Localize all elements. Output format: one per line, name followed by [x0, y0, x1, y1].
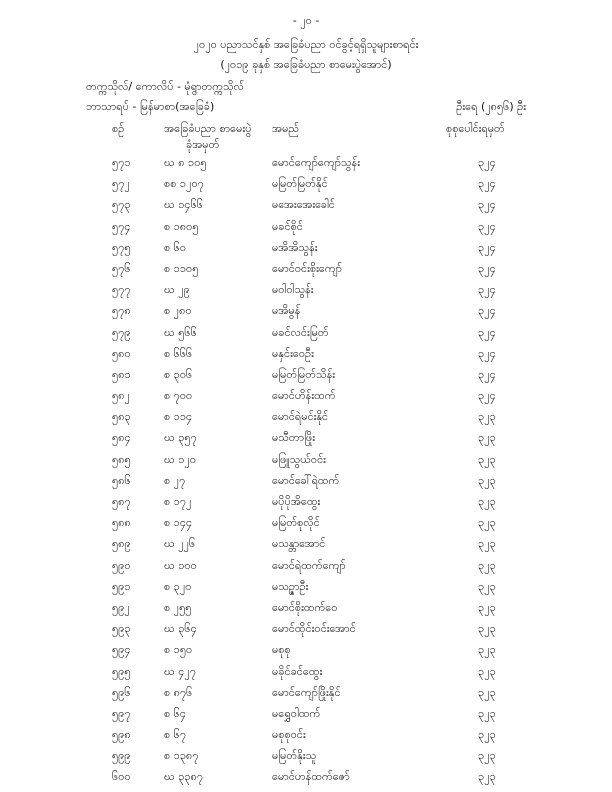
row-number: ၅၈၄ [112, 431, 131, 445]
exam-number: စ ၁၁၄ [164, 410, 193, 424]
row-number: ၅၇၃ [112, 198, 131, 212]
table-row [0, 686, 612, 707]
row-number: ၅၇၄ [112, 219, 131, 233]
student-name: မစုစုဝင်း [272, 728, 306, 742]
student-name: မအိအိသွန်း [272, 240, 318, 254]
exam-number: ဃ ၃၆၄ [164, 622, 197, 636]
student-name: မပိုပိုအိထွေး [272, 495, 321, 508]
column-header-name: အမည် [272, 122, 300, 135]
student-name: မနှင်းဝေဦး [272, 346, 314, 360]
total-score: ၃၂၄ [478, 261, 496, 275]
exam-number: စ ၇၀၀ [164, 389, 193, 403]
student-name: မသန္တာအောင် [272, 537, 326, 551]
student-name: မမြတ်နိုးသူ [272, 749, 317, 763]
document-subtitle: (၂၀၁၉ ခုနှစ် အခြေခံပညာ စာမေးပွဲအောင်) [220, 58, 392, 71]
total-score: ၃၂၄ [478, 325, 496, 339]
total-score: ၃၂၄ [478, 367, 496, 381]
table-row [0, 495, 612, 516]
column-header-exam-number: အခြေခံပညာ စာမေးပွဲ [164, 122, 252, 135]
exam-number: ဃ ၁၀၀ [164, 558, 197, 572]
exam-number: စစ ၁၂၀၇ [164, 177, 204, 191]
table-row [0, 749, 612, 770]
row-number: ၅၉၀ [112, 558, 131, 572]
total-score: ၃၂၃ [478, 706, 496, 720]
student-name: မမြတ်မြတ်နိုင် [272, 177, 328, 191]
student-name: မမြတ်မြတ်သိန်း [272, 367, 336, 381]
table-row [0, 707, 612, 728]
table-row [0, 580, 612, 601]
exam-number: ဃ ၁၄၆၆ [164, 198, 203, 212]
table-row [0, 665, 612, 686]
row-number: ၅၉၇ [112, 706, 131, 720]
total-score: ၃၂၃ [478, 558, 496, 572]
table-row [0, 262, 612, 283]
exam-number: ဃ ၃၅၇ [164, 431, 197, 445]
row-number: ၅၉၃ [112, 622, 131, 636]
table-row [0, 389, 612, 410]
row-number: ၅၇၈ [112, 304, 131, 318]
student-name: မောင်ဟန်ထက်ဇော် [272, 770, 350, 784]
student-name: မောင်ခေါ်ရဲထက် [272, 473, 340, 487]
student-name: မသဉ္ဇာဦး [272, 579, 309, 593]
total-score: ၃၂၃ [478, 473, 496, 487]
table-row [0, 177, 612, 198]
student-name: မောင်ကျော်ကျော်သွန်း [272, 156, 360, 169]
table-row [0, 516, 612, 537]
exam-number: စ ၈၇၆ [164, 685, 193, 699]
exam-number: စ ၁၇၂ [164, 495, 192, 508]
exam-number: စ ၆၄ [164, 706, 187, 720]
document-title: ၂၀၂၀ ပညာသင်နှစ် အခြေခံပညာ ဝင်ခွင့်ရရှိသူများစာရင်း [193, 38, 419, 51]
exam-number: စ ၁၅၀ [164, 643, 193, 657]
total-score: ၃၂၄ [478, 177, 496, 191]
table-row [0, 241, 612, 262]
row-number: ၅၈၆ [112, 473, 131, 487]
row-number: ၅၇၉ [112, 325, 131, 339]
row-number: ၆၀၀ [112, 770, 131, 784]
exam-number: စ ၁၄၄ [164, 516, 193, 530]
table-row [0, 326, 612, 347]
column-header-exam-number-2: ခုံအမှတ် [186, 138, 220, 151]
student-name: မသီတာဖြိုး [272, 431, 316, 445]
row-number: ၅၉၆ [112, 685, 131, 699]
row-number: ၅၉၂ [112, 600, 130, 614]
table-row [0, 347, 612, 368]
student-name: မအိမွန် [272, 304, 301, 318]
total-score: ၃၂၃ [478, 770, 496, 784]
total-score: ၃၂၄ [478, 346, 496, 360]
exam-number: စ ၁၈၀၅ [164, 219, 199, 233]
exam-number: စ ၃၂၀ [164, 579, 192, 593]
total-score: ၃၂၄ [478, 283, 496, 297]
row-number: ၅၈၂ [112, 389, 130, 403]
table-row [0, 198, 612, 219]
exam-number: ဃ ၈ ၁၀၅ [164, 156, 207, 169]
row-number: ၅၉၁ [112, 579, 131, 593]
total-score: ၃၂၄ [478, 219, 496, 233]
column-header-no: စဉ် [112, 122, 125, 135]
total-score: ၃၂၃ [478, 431, 496, 445]
exam-number: စ ၂၇ [164, 473, 186, 487]
row-number: ၅၈၁ [112, 367, 131, 381]
exam-number: ဃ ၂၂၆ [164, 537, 196, 551]
student-name: မအေးအေးခေါင် [272, 198, 335, 212]
row-number: ၅၈၈ [112, 516, 131, 530]
page-number: - ၂၀ - [292, 14, 320, 27]
exam-number: ဃ ၃၃၈၇ [164, 770, 204, 784]
student-name: မောင်ဟိန်းထက် [272, 389, 336, 403]
student-name: မောင်ထိုင်းဝင်းအောင် [272, 622, 356, 636]
table-row [0, 770, 612, 791]
total-score: ၃၂၃ [478, 579, 496, 593]
total-score: ၃၂၃ [478, 685, 496, 699]
row-number: ၅၉၄ [112, 643, 131, 657]
total-score: ၃၂၃ [478, 600, 496, 614]
table-row [0, 431, 612, 452]
row-number: ၅၈၇ [112, 495, 131, 508]
table-row [0, 410, 612, 431]
exam-number: စ ၆၇ [164, 728, 187, 742]
table-row [0, 643, 612, 664]
exam-number: စ ၂၅၅ [164, 600, 192, 614]
results-table [0, 156, 612, 792]
student-name: မမြတ်စုလိုင် [272, 516, 320, 530]
total-score: ၃၂၃ [478, 643, 496, 657]
row-number: ၅၇၂ [112, 177, 130, 191]
student-name: မဝါဝါသွန်း [272, 283, 314, 297]
total-score: ၃၂၄ [478, 240, 496, 254]
exam-number: စ ၁၃၈၇ [164, 749, 199, 763]
exam-number: ဃ ၅၆၆ [164, 325, 197, 339]
row-number: ၅၈၉ [112, 537, 131, 551]
row-number: ၅၉၈ [112, 728, 131, 742]
row-number: ၅၉၉ [112, 749, 131, 763]
exam-number: စ ၆၀ [164, 240, 187, 254]
exam-number: စ ၆၆၆ [164, 346, 193, 360]
table-row [0, 453, 612, 474]
student-name: မခိုင်ခင်ထွေး [272, 664, 323, 678]
table-row [0, 728, 612, 749]
total-score: ၃၂၃ [478, 728, 496, 742]
subject-label: ဘာသာရပ် - မြန်မာစာ(အခြေခံ) [86, 100, 215, 113]
row-number: ၅၈၀ [112, 346, 131, 360]
total-score: ၃၂၄ [478, 304, 496, 318]
row-number: ၅၇၇ [112, 283, 131, 297]
exam-number: စ ၁၁၀၅ [164, 261, 199, 275]
total-score: ၃၂၃ [478, 516, 496, 530]
total-score: ၃၂၃ [478, 622, 496, 636]
student-name: မောင်ဝင်းစိုးကျော် [272, 261, 342, 275]
row-number: ၅၈၅ [112, 452, 131, 466]
table-row [0, 156, 612, 177]
table-row [0, 220, 612, 241]
table-row [0, 601, 612, 622]
total-score: ၃၂၃ [478, 495, 496, 508]
row-number: ၅၇၁ [112, 156, 131, 169]
university-label: တက္ကသိုလ်/ ကောလိပ် - မုံရွာတက္ကသိုလ် [86, 80, 244, 93]
exam-number: ဃ ၂၉ [164, 283, 190, 297]
exam-number: စ ၃၀၆ [164, 367, 193, 381]
table-row [0, 304, 612, 325]
student-name: မဖြူသွယ်ဝင်း [272, 452, 326, 466]
exam-number: ဃ ၄၂၇ [164, 664, 197, 678]
total-score: ၃၂၃ [478, 410, 496, 424]
total-count-label: ဦးရေ (၂၈၅၆) ဦး [456, 100, 526, 113]
table-row [0, 283, 612, 304]
table-row [0, 537, 612, 558]
student-name: မစုစု [272, 643, 291, 657]
student-name: မရွှေဝါထက် [272, 706, 321, 720]
exam-number: စ ၂၈၀ [164, 304, 192, 318]
total-score: ၃၂၃ [478, 664, 496, 678]
column-header-score: စုစုပေါင်းရမှတ် [446, 122, 505, 135]
total-score: ၃၂၃ [478, 452, 496, 466]
student-name: မခင်လင်းမြတ် [272, 325, 329, 339]
row-number: ၅၈၃ [112, 410, 131, 424]
total-score: ၃၂၄ [478, 198, 496, 212]
exam-number: ဃ ၁၂၀ [164, 452, 197, 466]
table-row [0, 622, 612, 643]
row-number: ၅၉၅ [112, 664, 131, 678]
student-name: မောင်ကျော်ဖြိုးနိုင် [272, 685, 341, 699]
total-score: ၃၂၃ [478, 537, 496, 551]
student-name: မောင်စိုးထက်ဝေ [272, 600, 338, 614]
student-name: မောင်ရဲမင်းနိုင် [272, 410, 329, 424]
row-number: ၅၇၅ [112, 240, 131, 254]
table-row [0, 368, 612, 389]
total-score: ၃၂၄ [478, 156, 496, 169]
row-number: ၅၇၆ [112, 261, 131, 275]
table-row [0, 559, 612, 580]
student-name: မခင်စိုင် [272, 219, 303, 233]
total-score: ၃၂၄ [478, 389, 496, 403]
table-row [0, 474, 612, 495]
total-score: ၃၂၃ [478, 749, 496, 763]
student-name: မောင်ရဲထက်ကျော် [272, 558, 346, 572]
